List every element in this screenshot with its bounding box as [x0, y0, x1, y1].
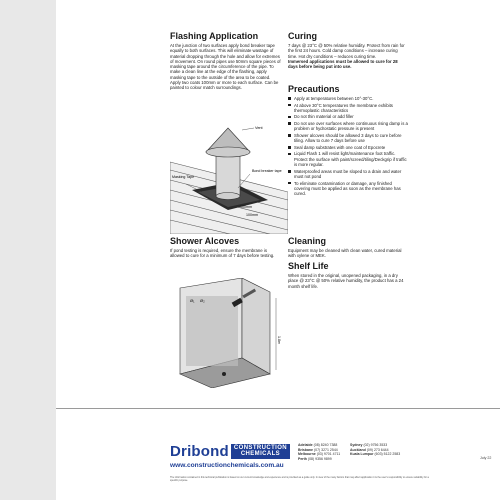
revision-date: July 22 [480, 456, 492, 460]
contacts-right [350, 443, 400, 457]
contact-item: Sydney (02) 9756 3533 [350, 443, 388, 447]
contact-item: Melbourne (03) 9701 4711 [298, 452, 341, 457]
shelf-life-heading: Shelf Life [288, 261, 329, 271]
flashing-body: At the junction of two surfaces apply bond breaker tape equally to both surfaces. This will eliminate wastage of material dropping through the hole and allow for extremes of movement. On round pipes use 50mm square pieces of masking tape around the circumference of the pipe. To make a clean line at the edge of the flashing, apply masking tape to the outside of the area to be coated. Apply two coats 100mm or more to each surface. Can be painted to colour match surroundings. [170, 43, 281, 91]
contact-item: Adelaide (08) 8240 7388 [298, 443, 338, 447]
dimension-label-bottom: 100mm [246, 213, 258, 217]
logo-wordmark: Dribond [170, 442, 229, 460]
precautions-section [288, 84, 408, 198]
list-item: Do not thin material or add filler [288, 114, 408, 119]
logo-badge-line-1: CONSTRUCTION [233, 444, 288, 451]
curing-body: 7 days @ 23°C @ 50% relative humidity. Protect from rain for the first 24 hours. Cold damp conditions – increase curing time. Hot dry conditions – reduces curing time. [288, 43, 405, 59]
list-item: Seal damp substrates with one coat of Epocrete [288, 145, 408, 150]
shelf-life-body: When stored in the original, unopened packaging, in a dry place @ 23°C @ 50% relative humidity, the product has a 24 month shelf life. [288, 273, 404, 289]
shower-label-a: Ø₁ [190, 298, 195, 303]
disclaimer-text: The information contained in this technical publication is based on our current knowledge and experience and is provided as a guide only. In view of the many factors that may affect application it is the user's responsibility to ensure suitability for a specific purpose. [170, 476, 429, 482]
brand-logo [170, 443, 290, 459]
precautions-heading: Precautions [288, 84, 340, 94]
shower-section [170, 236, 282, 259]
list-item: Do not use over surfaces where continuous rising damp is a problem or hydrostatic pressure is present [288, 121, 408, 132]
flashing-heading: Flashing Application [170, 31, 259, 41]
shower-heading: Shower Alcoves [170, 236, 240, 246]
floor-drain [222, 372, 226, 376]
curing-section [288, 31, 408, 69]
curing-warning: Immersed applications must be allowed to cure for 28 days before being put into use. [288, 58, 398, 70]
contact-item: Perth (08) 9356 9899 [298, 457, 332, 462]
shelf-life-section [288, 261, 408, 289]
cleaning-section [288, 236, 408, 259]
list-item: Apply at temperatures between 10°-30°C. [288, 96, 408, 101]
height-dimension-label: 1.8m [277, 336, 281, 344]
shower-label-b: Ø₂ [200, 298, 205, 303]
logo-badge [231, 444, 290, 459]
flashing-section [170, 31, 282, 91]
contact-item: Auckland (09) 273 6444 [350, 447, 389, 452]
list-item: Liquid Flash 1 will resist light/maintenance foot traffic. Protect the surface with paint/screed/tiling/Deckgrip if traffic is more regular. [288, 151, 408, 167]
shower-body: If pond testing is required, ensure the membrane is allowed to cure for a minimum of 7 days before testing. [170, 248, 275, 259]
contacts-left [298, 443, 340, 462]
list-item: Waterproofed areas must be sloped to a drain and water must not pond [288, 169, 408, 180]
contact-item: Kuala Lumpur (603) 5122 2583 [350, 452, 401, 457]
list-item: At above 30°C temperatures the membrane exhibits thermoplastic characteristics [288, 103, 408, 114]
bond-breaker-label: Bond breaker tape [252, 169, 282, 173]
curing-heading: Curing [288, 31, 317, 41]
cleaning-heading: Cleaning [288, 236, 327, 246]
list-item: To eliminate contamination or damage, any finished covering must be applied as soon as the membrane has cured. [288, 181, 408, 197]
list-item: Shower alcoves should be allowed 3 days to cure before tiling. Allow to cure 7 days before use [288, 133, 408, 144]
vent-label: Vent [255, 126, 263, 130]
cleaning-body: Equipment may be cleaned with clean water, cured material with xylene or MEK. [288, 248, 402, 259]
contact-item: Brisbane (07) 3271 2544 [298, 447, 338, 452]
logo-badge-line-2: CHEMICALS [240, 451, 281, 457]
membrane-coating [186, 296, 238, 366]
footer-divider [56, 408, 500, 409]
shower-side-wall [242, 278, 270, 374]
website-link[interactable]: www.constructionchemicals.com.au [170, 462, 284, 469]
precautions-list [288, 96, 408, 196]
masking-tape-label: Masking Tape [172, 175, 195, 179]
flashing-diagram [170, 122, 288, 234]
shower-diagram [172, 278, 287, 388]
dimension-label-top: 100mm [240, 205, 252, 209]
